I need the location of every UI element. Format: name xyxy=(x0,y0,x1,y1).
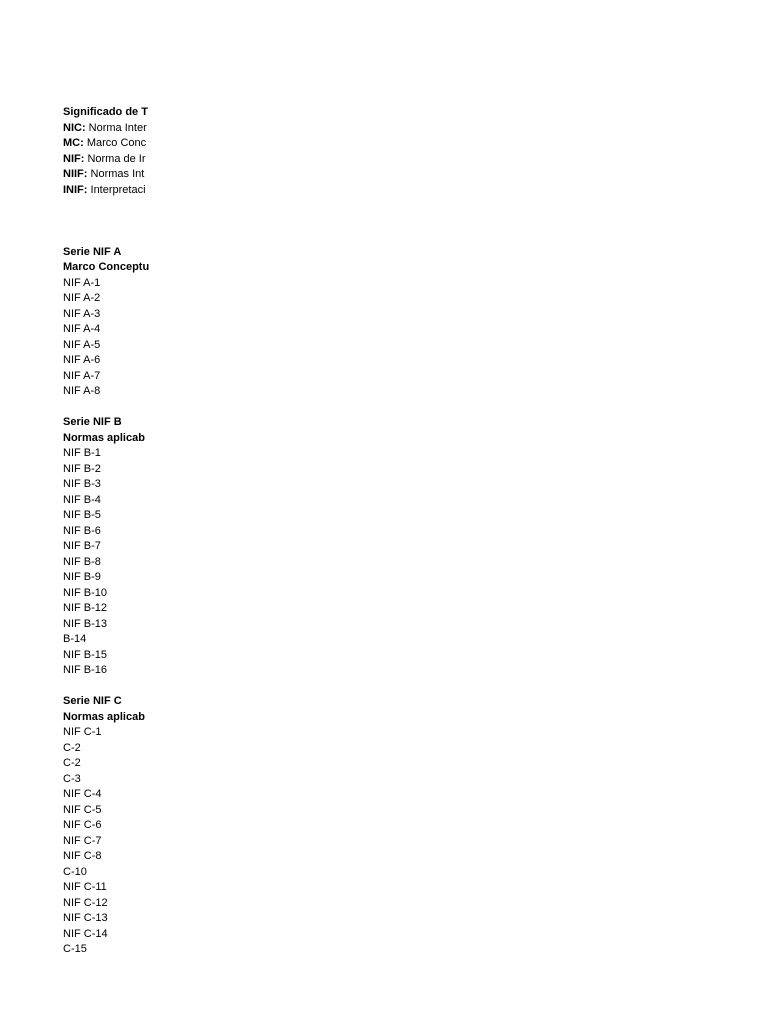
legend-text: Interpretaci xyxy=(87,183,146,196)
series-c-subtitle: Normas aplicab xyxy=(63,710,145,723)
legend-title: Significado de T xyxy=(63,106,148,118)
list-item: NIF B-6 xyxy=(63,524,101,537)
list-item: NIF A-2 xyxy=(63,292,101,304)
list-item: B-14 xyxy=(63,633,87,645)
list-item: NIF B-4 xyxy=(63,493,101,506)
list-item: NIF A-3 xyxy=(63,307,101,320)
series-b-title: Serie NIF B xyxy=(63,416,122,428)
list-item: NIF C-5 xyxy=(63,803,102,816)
list-item: NIF A-5 xyxy=(63,338,101,351)
list-item: NIF C-13 xyxy=(63,912,108,924)
list-item: NIF B-16 xyxy=(63,664,108,676)
legend-text: Normas Int xyxy=(87,168,145,180)
legend-text: Marco Conc xyxy=(83,137,147,149)
spacer xyxy=(63,229,151,245)
list-item: NIF B-12 xyxy=(63,602,108,614)
list-item: NIF B-13 xyxy=(63,617,108,630)
list-item: NIF B-2 xyxy=(63,462,101,475)
list-item: C-2 xyxy=(63,741,81,754)
series-a-subtitle: Marco Conceptu xyxy=(63,261,150,273)
series-c-title: Serie NIF C xyxy=(63,695,122,707)
series-a-title: Serie NIF A xyxy=(63,245,122,258)
list-item: NIF B-8 xyxy=(63,555,101,568)
series-b-subtitle: Normas aplicab xyxy=(63,431,145,444)
list-item: NIF C-12 xyxy=(63,896,108,909)
list-item: NIF A-1 xyxy=(63,276,101,289)
list-item: NIF C-6 xyxy=(63,819,102,831)
legend-abbr: MC: xyxy=(63,137,84,149)
list-item: NIF B-1 xyxy=(63,447,101,459)
list-item: NIF C-7 xyxy=(63,834,102,847)
list-item: NIF C-11 xyxy=(63,881,107,893)
series-a-list xyxy=(63,276,151,400)
list-item: NIF C-1 xyxy=(63,726,102,738)
legend-item-nic xyxy=(63,121,151,137)
legend-abbr: INIF: xyxy=(63,183,88,196)
list-item: NIF B-7 xyxy=(63,540,101,552)
legend-abbr: NIF: xyxy=(63,152,85,165)
list-item: NIF B-9 xyxy=(63,571,101,583)
list-item: NIF C-8 xyxy=(63,850,102,862)
series-b-list xyxy=(63,446,151,679)
legend-item-inif xyxy=(63,183,151,199)
list-item: NIF B-5 xyxy=(63,509,101,521)
legend-text: Norma Inter xyxy=(85,121,147,134)
list-item: C-15 xyxy=(63,943,87,955)
list-item: C-10 xyxy=(63,865,87,878)
legend-abbr: NIIF: xyxy=(63,168,88,180)
legend-item-mc xyxy=(63,136,151,152)
legend-text: Norma de Ir xyxy=(84,152,146,165)
legend-item-nif xyxy=(63,152,151,168)
list-item: NIF A-4 xyxy=(63,323,101,335)
spacer xyxy=(63,400,151,416)
list-item: NIF B-3 xyxy=(63,478,101,490)
legend-abbr: NIC: xyxy=(63,121,86,134)
series-c-list xyxy=(63,725,151,958)
legend-item-niif xyxy=(63,167,151,183)
list-item: NIF B-10 xyxy=(63,586,108,599)
spacer xyxy=(63,198,151,229)
list-item: NIF B-15 xyxy=(63,648,108,661)
list-item: NIF A-7 xyxy=(63,369,101,382)
list-item: NIF C-14 xyxy=(63,927,108,940)
list-item: NIF A-6 xyxy=(63,354,101,366)
list-item: NIF A-8 xyxy=(63,385,101,397)
list-item: C-2 xyxy=(63,757,81,769)
list-item: NIF C-4 xyxy=(63,788,102,800)
spreadsheet-column xyxy=(63,105,151,958)
spacer xyxy=(63,679,151,695)
list-item: C-3 xyxy=(63,772,81,785)
